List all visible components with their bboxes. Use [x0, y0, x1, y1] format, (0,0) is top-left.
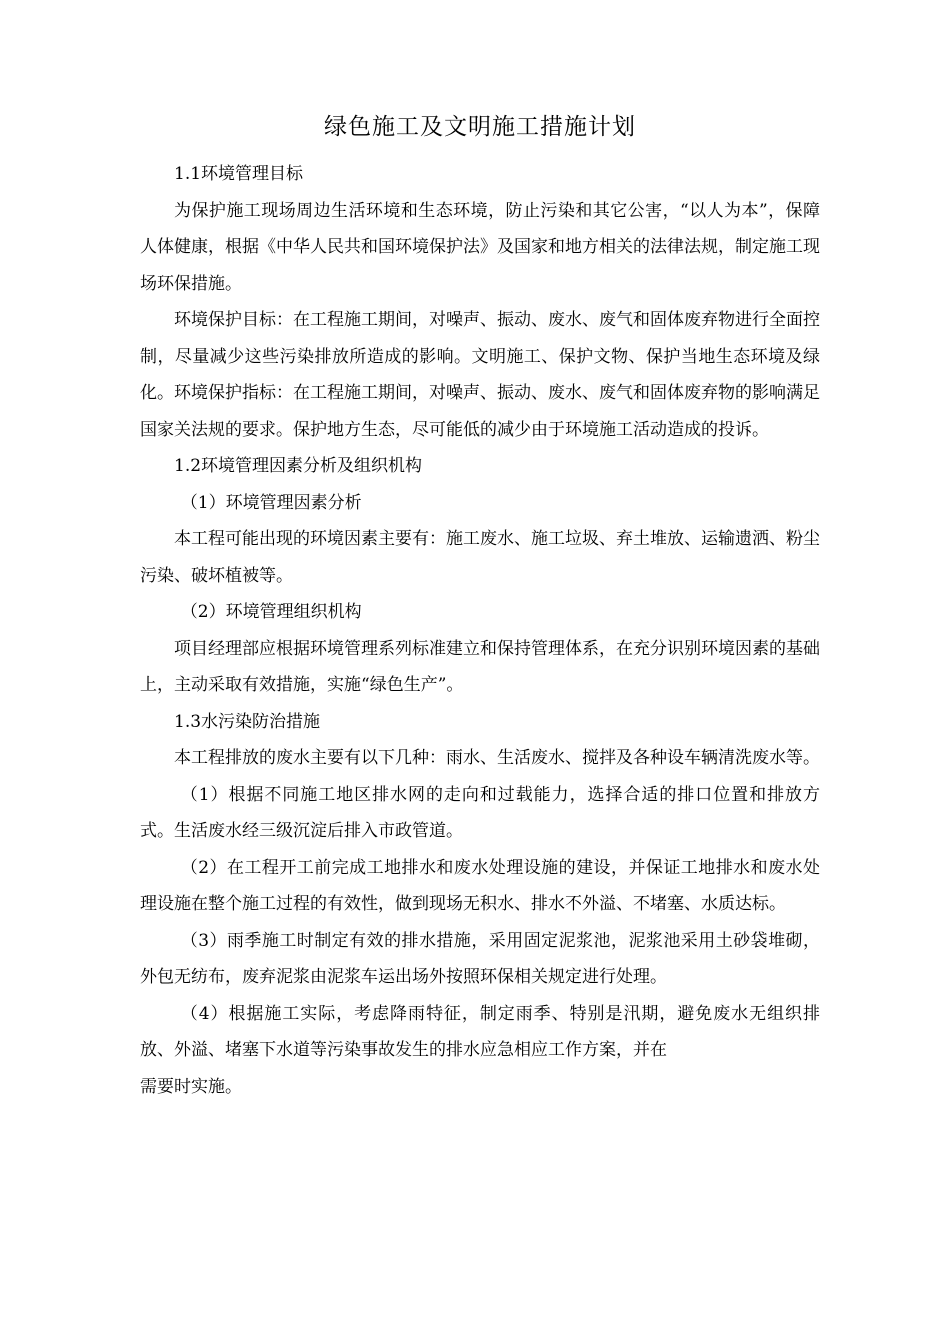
section-heading-1-3: 1.3水污染防治措施	[174, 711, 321, 732]
measure-item-4	[140, 996, 820, 1106]
measure-item-1: （1）根据不同施工地区排水网的走向和过载能力，选择合适的排口位置和排放方式。生活废水经三级沉淀后排入市政管道。	[140, 784, 820, 841]
section-1-3-paragraph-1: 本工程排放的废水主要有以下几种：雨水、生活废水、搅拌及各种设车辆清洗废水等。	[174, 748, 820, 768]
measure-item-3: （3）雨季施工时制定有效的排水措施，采用固定泥浆池，泥浆池采用土砂袋堆砌，外包无纺布，废弃泥浆由泥浆车运出场外按照环保相关规定进行处理。	[140, 930, 820, 987]
section-1-2-paragraph-2: 项目经理部应根据环境管理系列标准建立和保持管理体系，在充分识别环境因素的基础上，主动采取有效措施，实施“绿色生产”。	[140, 638, 820, 695]
section-heading-1-1: 1.1环境管理目标	[174, 164, 304, 184]
document-title: 绿色施工及文明施工措施计划	[324, 114, 636, 140]
measure-item-4-tail: 需要时实施。	[140, 1076, 242, 1097]
section-1-2-paragraph-1: 本工程可能出现的环境因素主要有：施工废水、施工垃圾、弃土堆放、运输遗洒、粉尘污染、破坏植被等。	[140, 529, 820, 586]
subheading-organization: （2）环境管理组织机构	[180, 602, 362, 622]
document-page	[140, 110, 820, 1105]
section-1-1-paragraph-1: 为保护施工现场周边生活环境和生态环境，防止污染和其它公害，“以人为本”，保障人体健康，根据《中华人民共和国环境保护法》及国家和地方相关的法律法规，制定施工现场环保措施。	[140, 200, 820, 294]
section-1-1-paragraph-2: 环境保护目标：在工程施工期间，对噪声、振动、废水、废气和固体废弃物进行全面控制，尽量减少这些污染排放所造成的影响。文明施工、保护文物、保护当地生态环境及绿化。环境保护指标：在工程施工期间，对噪声、振动、废水、废气和固体废弃物的影响满足国家关法规的要求。保护地方生态，尽可能低的减少由于环境施工活动造成的投诉。	[140, 310, 820, 440]
section-heading-1-2: 1.2环境管理因素分析及组织机构	[174, 456, 423, 476]
subheading-factor-analysis: （1）环境管理因素分析	[180, 492, 362, 513]
measure-item-4-main: （4）根据施工实际，考虑降雨特征，制定雨季、特别是汛期，避免废水无组织排放、外溢、堵塞下水道等污染事故发生的排水应急相应工作方案，并在	[140, 1003, 820, 1060]
measure-item-2: （2）在工程开工前完成工地排水和废水处理设施的建设，并保证工地排水和废水处理设施在整个施工过程的有效性，做到现场无积水、排水不外溢、不堵塞、水质达标。	[140, 857, 820, 914]
